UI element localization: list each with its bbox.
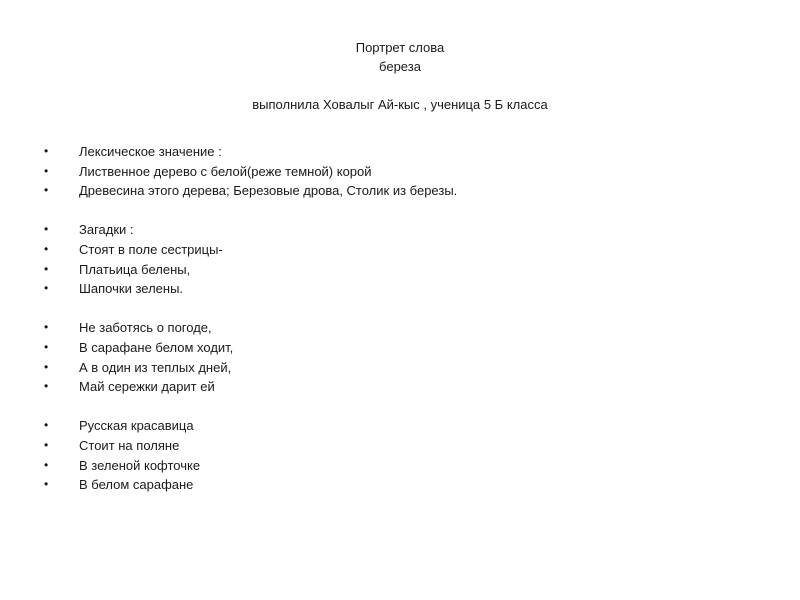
list-item: • Стоит на поляне [42,436,457,456]
list-item: • Не заботясь о погоде, [42,318,457,338]
list-item: • Загадки : [42,220,457,240]
list-item: • В сарафане белом ходит, [42,338,457,358]
list-item: • Платьица белены, [42,260,457,280]
list-item: • В белом сарафане [42,475,457,495]
title-block [0,38,800,114]
title-line-2: береза [379,59,421,74]
list-item: • Май сережки дарит ей [42,377,457,397]
list-item: • Русская красавица [42,416,457,436]
list-spacer [42,201,457,221]
list-item: • Лексическое значение : [42,142,457,162]
list-item: • А в один из теплых дней, [42,358,457,378]
author-line: выполнила Ховалыг Ай-кыс , ученица 5 Б класса [252,97,548,112]
list-spacer [42,397,457,417]
list-item: • Лиственное дерево с белой(реже темной) корой [42,162,457,182]
bullet-list [42,142,457,495]
title-line-1: Портрет слова [355,40,445,55]
list-item: • Шапочки зелены. [42,279,457,299]
list-item: • Древесина этого дерева; Березовые дрова, Столик из березы. [42,181,457,201]
list-spacer [42,299,457,319]
list-item: • В зеленой кофточке [42,456,457,476]
list-item: • Стоят в поле сестрицы- [42,240,457,260]
title-gap [0,76,800,95]
